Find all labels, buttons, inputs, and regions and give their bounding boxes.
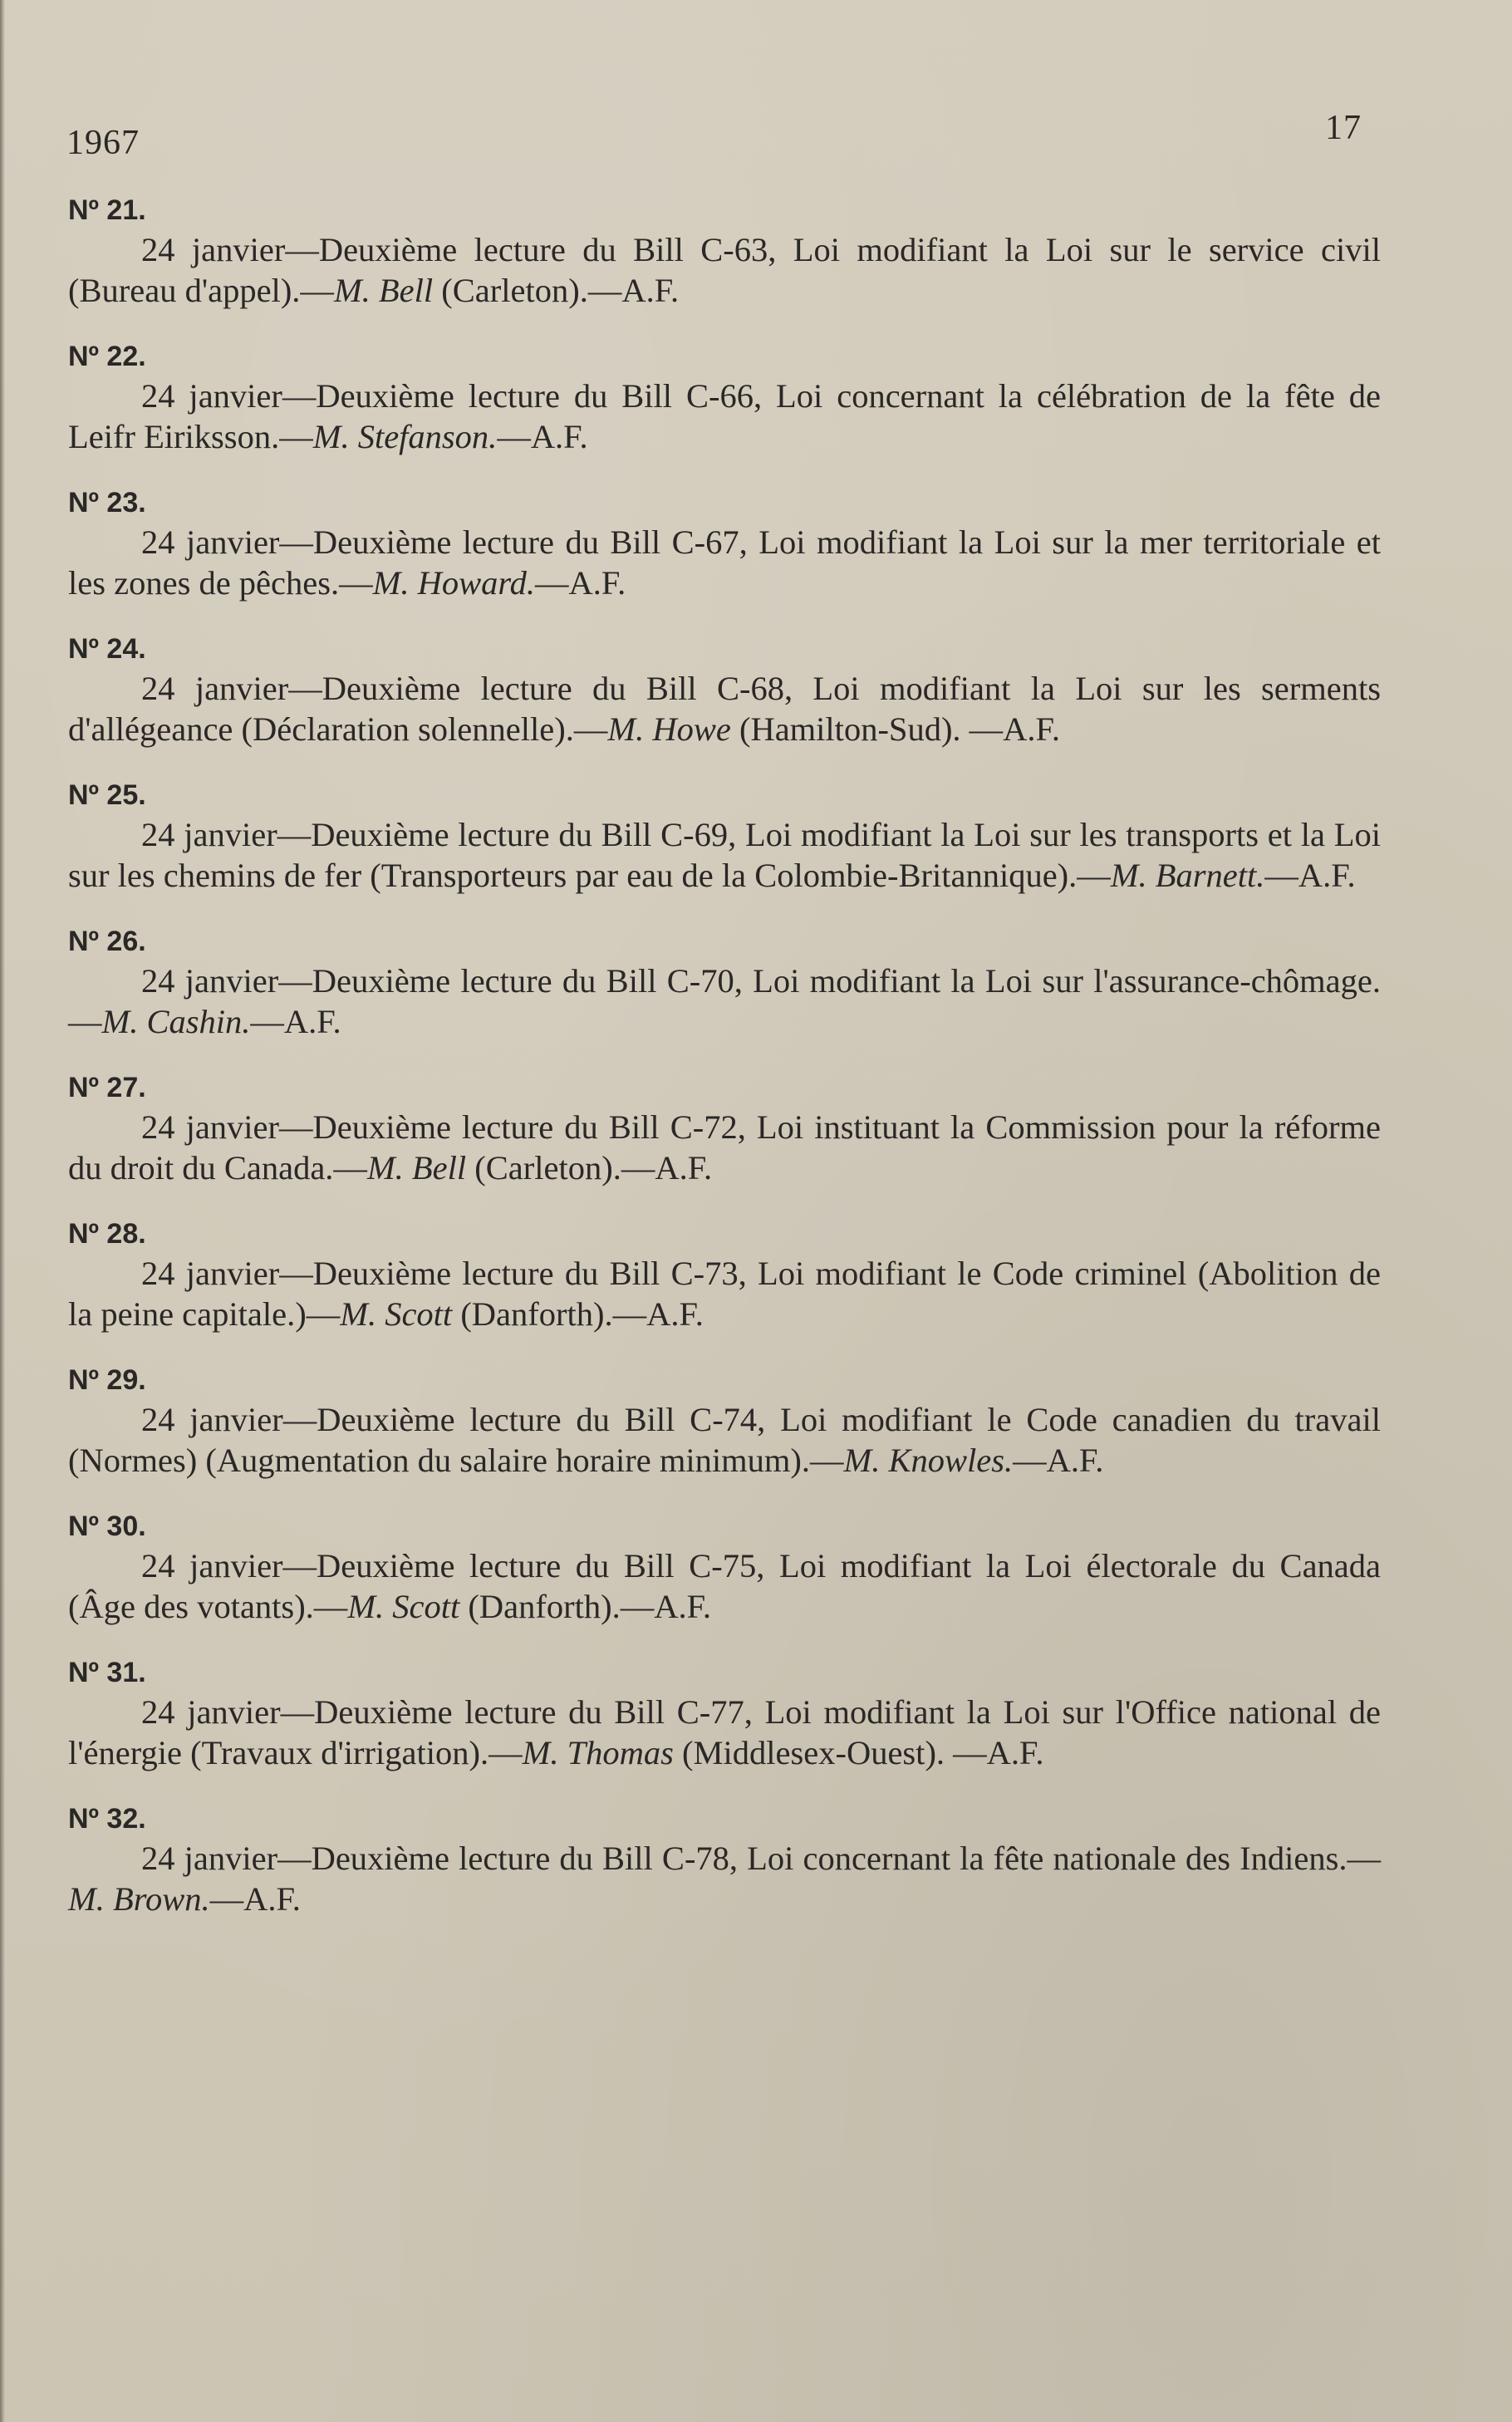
entry-description: 24 janvier—Deuxième lecture du Bill C-63, Loi modifiant la Loi sur le service civil (Bureau d'appel).— [68,231,1381,309]
entry-text [68,1399,1381,1481]
entry-tail: (Middlesex-Ouest). —A.F. [673,1734,1044,1771]
list-item [68,1069,1381,1188]
entry-description: 24 janvier—Deuxième lecture du Bill C-72, Loi instituant la Commission pour la réforme du droit du Canada.— [68,1108,1381,1186]
entry-text [68,1692,1381,1773]
entry-number: Nº 23. [68,487,146,518]
entry-description: 24 janvier—Deuxième lecture du Bill C-74, Loi modifiant le Code canadien du travail (Normes) (Augmentation du salaire horaire minimum).— [68,1401,1381,1479]
entry-description: 24 janvier—Deuxième lecture du Bill C-75, Loi modifiant la Loi électorale du Canada (Âge des votants).— [68,1547,1381,1625]
entry-number: Nº 24. [68,633,146,665]
list-item [68,776,1381,896]
entry-number: Nº 25. [68,779,146,811]
entry-member: M. Barnett. [1110,857,1265,894]
entry-member: M. Bell [366,1149,467,1186]
entry-tail: (Danforth).—A.F. [459,1588,711,1625]
entry-text [68,376,1381,457]
entry-member: M. Stefanson. [312,418,498,455]
entry-tail: —A.F. [1013,1442,1104,1479]
entry-member: M. Thomas [522,1734,674,1771]
entry-description: 24 janvier—Deuxième lecture du Bill C-73, Loi modifiant le Code criminel (Abolition de la peine capitale.)— [68,1255,1381,1333]
entry-tail: —A.F. [1264,857,1356,894]
entry-number: Nº 26. [68,926,146,957]
list-item [68,1215,1381,1334]
list-item [68,1800,1381,1919]
entry-text [68,1107,1381,1188]
entry-member: M. Howard. [372,564,536,602]
entries-list [68,191,1381,1946]
list-item [68,630,1381,749]
entry-tail: —A.F. [535,564,626,602]
entry-description: 24 janvier—Deuxième lecture du Bill C-69, Loi modifiant la Loi sur les transports et la Loi sur les chemins de fer (Transporteurs par eau de la Colombie-Britannique).— [68,816,1381,894]
entry-text [68,522,1381,603]
entry-number: Nº 28. [68,1218,146,1250]
entry-member: M. Scott [347,1588,460,1625]
entry-number: Nº 29. [68,1364,146,1396]
entry-number: Nº 27. [68,1072,146,1103]
entry-tail: —A.F. [209,1880,301,1918]
entry-description: 24 janvier—Deuxième lecture du Bill C-78, Loi concernant la fête nationale des Indiens.— [141,1840,1381,1877]
entry-text [68,668,1381,749]
entry-text [68,229,1381,311]
entry-tail: (Danforth).—A.F. [452,1295,704,1333]
page-edge-shadow [0,0,5,2422]
entry-number: Nº 21. [68,194,146,226]
entry-tail: —A.F. [250,1003,341,1040]
list-item [68,1653,1381,1773]
entry-text [68,1838,1381,1919]
list-item [68,484,1381,603]
entry-member: M. Bell [333,272,434,309]
entry-member: M. Cashin. [101,1003,251,1040]
list-item [68,922,1381,1042]
entry-number: Nº 30. [68,1511,146,1542]
entry-description: 24 janvier—Deuxième lecture du Bill C-66, Loi concernant la célébration de la fête de Leifr Eiriksson.— [68,377,1381,455]
entry-member: M. Knowles. [843,1442,1014,1479]
list-item [68,337,1381,457]
entry-description: 24 janvier—Deuxième lecture du Bill C-77, Loi modifiant la Loi sur l'Office national de l'énergie (Travaux d'irrigation).— [68,1693,1381,1771]
entry-description: 24 janvier—Deuxième lecture du Bill C-68, Loi modifiant la Loi sur les serments d'allégeance (Déclaration solennelle).— [68,670,1381,748]
entry-member: M. Scott [340,1295,453,1333]
list-item [68,1507,1381,1627]
entry-member: M. Howe [607,710,731,748]
header-year: 1967 [66,124,140,162]
entry-text [68,814,1381,896]
page-number: 17 [1325,109,1362,147]
entry-number: Nº 32. [68,1803,146,1835]
entry-description: 24 janvier—Deuxième lecture du Bill C-67, Loi modifiant la Loi sur la mer territoriale et les zones de pêches.— [68,523,1381,602]
entry-text [68,1253,1381,1334]
entry-number: Nº 31. [68,1657,146,1688]
entry-tail: (Hamilton-Sud). —A.F. [730,710,1060,748]
entry-number: Nº 22. [68,341,146,372]
entry-description: 24 janvier—Deuxième lecture du Bill C-70, Loi modifiant la Loi sur l'assurance-chômage.— [68,962,1381,1040]
list-item [68,191,1381,311]
entry-tail: (Carleton).—A.F. [433,272,680,309]
entry-text [68,960,1381,1042]
entry-tail: —A.F. [497,418,588,455]
entry-member: M. Brown. [68,1880,210,1918]
entry-text [68,1545,1381,1627]
entry-tail: (Carleton).—A.F. [466,1149,713,1186]
list-item [68,1361,1381,1481]
